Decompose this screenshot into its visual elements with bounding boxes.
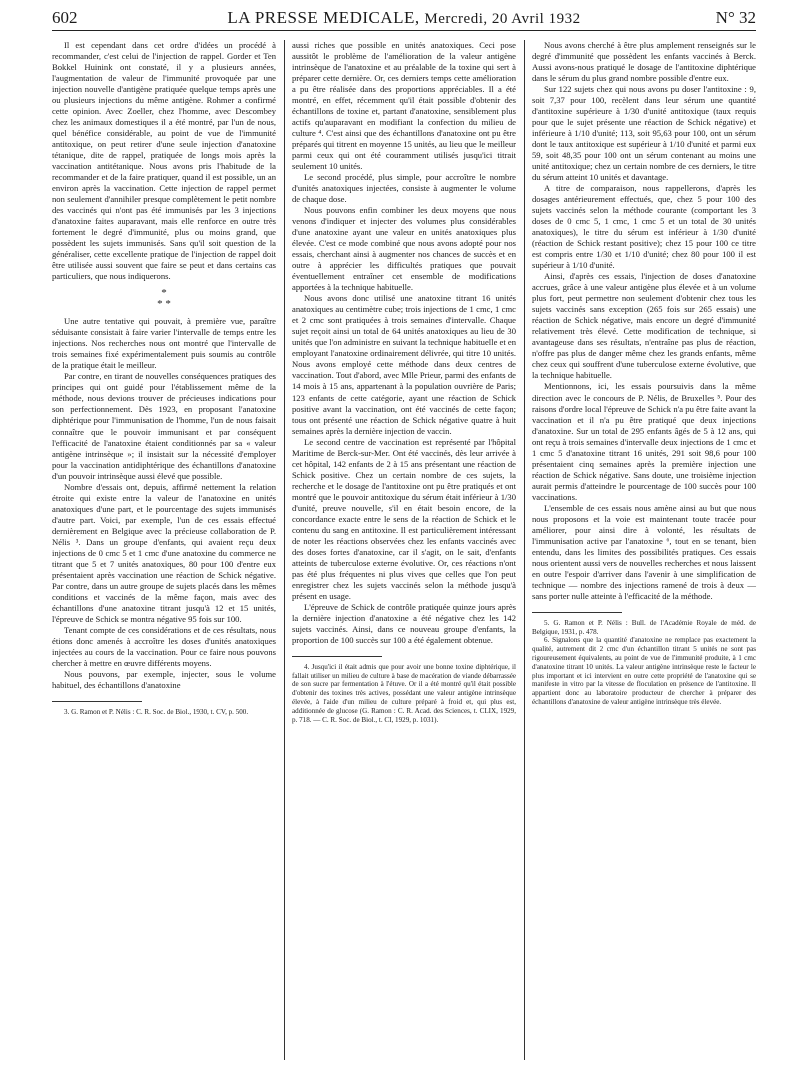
paragraph: aussi riches que possible en unités anatoxiques. Ceci pose aussitôt le problème de l'amélioration de la valeur antigène intrinsèque de l'anatoxine et au préalable de la toxine qui sert à préparer cette dernière. Or, ces derniers temps cette amélioration a pu être réalisée dans des proportions appréciables. Il a été montré, en effet, récemment qu'il était possible d'obtenir des échantillons de toxine et, partant d'anatoxine, sensiblement plus actifs qu'auparavant en modifiant la confection du milieu de culture ⁴. C'est ainsi que des échantillons d'anatoxine ont pu être préparés qui titrent en moyenne 15 unités, au lieu que le meilleur parmi ceux qui ont été couramment utilisés jusqu'ici titrait seulement 10 unités. bbox=[292, 40, 516, 172]
page-number: 602 bbox=[52, 8, 78, 27]
paragraph: Sur 122 sujets chez qui nous avons pu doser l'antitoxine : 9, soit 7,37 pour 100, recèlent dans leur sérum une quantité d'antitoxine supérieure à 1/30 d'unité antitoxique (taux requis pour que le sujet présente une réaction de Schick négative) et inférieure à 1/10 d'unité; 113, soit 95,63 pour 100, ont un sérum dont le taux antitoxique est supérieur à 1/10 d'unité et parmi eux 59, soit 48,35 pour 100 ont un sérum contenant au moins une unité antitoxique; chez un certain nombre de ces derniers, le titre du sérum atteint 10 unités et davantage. bbox=[532, 84, 756, 183]
paragraph: Tenant compte de ces considérations et de ces résultats, nous étions donc amenés à accroître les doses d'unités anatoxiques injectées au cours de la vaccination. Pour ce faire nous pouvons chercher à mettre en œuvre différents moyens. bbox=[52, 624, 276, 668]
paragraph: Il est cependant dans cet ordre d'idées un procédé à recommander, c'est celui de l'injection de rappel. Gorder et Ten Bokkel Huinink ont constaté, il y a plusieurs années, l'augmentation de valeur de l'immunité provoquée par une injection nouvelle d'antigène pratiquée quelque temps après une ou plusieurs injections du même antigène. Rohmer a confirmé cette opinion. Avec Zoeller, chez l'homme, avec Descombey chez les animaux domestiques il a été montré, par l'un de nous, quel bénéfice considérable, au point de vue de l'immunité antitoxique, on peut retirer d'une seule injection d'anatoxine tétanique, dite de rappel, pratiquée de longs mois après la vaccination antitétanique. Nous avons pris l'habitude de la recommander et de la faire pratiquer, quand il est possible, un an environ après la vaccination. Cette injection de rappel permet non seulement d'annihiler presque complètement le petit nombre des vaccinés qui n'ont pas été immunisés par les 3 injections d'anatoxine faites auparavant, mais elle renforce en outre très fortement le degré d'immunité, plus ou moins grand, que possèdent les sujets immunisés. Sans qu'il soit question de la généraliser, cette excellente pratique de l'injection de rappel doit être utilisée aussi souvent que faire se peut et dans certains cas particuliers, que nous indiquerons. bbox=[52, 40, 276, 282]
column-1 bbox=[52, 40, 276, 717]
paragraph: Ainsi, d'après ces essais, l'injection de doses d'anatoxine accrues, grâce à une valeur antigène plus élevée et à un volume plus fort, peut permettre non seulement d'obtenir chez tous les sujets vaccinés sans exception (265 fois sur 265 essais) une réaction de Schick négative, mais encore un degré d'immunité relativement très élevé. Cette modification de technique, si avantageuse dans ses résultats, n'entraîne pas plus de réaction, n'offre pas plus de danger même chez les grands enfants, même chez ceux qui souffrent d'une tuberculose externe évolutive, que la technique habituelle. bbox=[532, 271, 756, 381]
paragraph: L'ensemble de ces essais nous amène ainsi au but que nous nous proposons et la voie est maintenant toute tracée pour améliorer, pour ainsi dire à volonté, les résultats de l'immunisation active par l'anatoxine ⁶, tout en se tenant, bien entendu, dans les limites des possibilités pratiques. Ces essais nous orientent aussi vers de nouvelles recherches et nous laissent en outre l'espoir d'arriver dans l'avenir à une simplification de technique — nombre des injections ramené de trois à deux — sans porter nulle atteinte à l'efficacité de la méthode. bbox=[532, 502, 756, 601]
paragraph: Nombre d'essais ont, depuis, affirmé nettement la relation étroite qui existe entre la valeur de l'anatoxine en unités anatoxiques d'une part, et le pourcentage des sujets immunisés d'autre part. Voici, par exemple, l'un de ces essais effectué dernièrement en Belgique avec la précieuse collaboration de P. Nélis ³. Dans un groupe d'enfants, qui avaient reçu deux injections de 0 cmc 5 et 1 cmc d'une anatoxine du commerce ne titrant que 5 et 7 unités anatoxiques, 80 pour 100 d'entre eux présentaient après vaccination une réaction de Schick négative. Par contre, dans un autre groupe de sujets placés dans les mêmes conditions et vaccinés de la même façon, mais avec des échantillons d'une anatoxine titrant jusqu'à 12 et 15 unités, l'épreuve de Schick se montra négative 95 fois sur 100. bbox=[52, 481, 276, 624]
column-divider bbox=[524, 40, 525, 1060]
paragraph: Nous avons cherché à être plus amplement renseignés sur le degré d'immunité que possèdent les enfants vaccinés à Berck. Aussi avons-nous pratiqué le dosage de l'antitoxine diphtérique dans le sérum du plus grand nombre possible d'entre eux. bbox=[532, 40, 756, 84]
paragraph: Par contre, en tirant de nouvelles conséquences pratiques des principes qui ont guidé pour l'établissement même de la méthode, nous devions trouver de précieuses indications pour son perfectionnement. Dès 1923, en proposant l'anatoxine diphtérique pour l'immunisation de l'homme, l'un de nous faisait connaître que le pouvoir immunisant et par conséquent l'efficacité de l'anatoxine étaient conditionnés par sa « valeur antigène intrinsèque »; il insistait sur la nécessité d'employer pour la vaccination antidiphtérique des échantillons d'anatoxine d'un pouvoir intrinsèque aussi élevé que possible. bbox=[52, 371, 276, 481]
paragraph: Nous pouvons enfin combiner les deux moyens que nous venons d'indiquer et injecter des volumes plus considérables d'une anatoxine ayant une valeur en unités anatoxiques plus élevée. C'est ce mode combiné que nous avons adopté pour nos essais, cherchant ainsi à augmenter nos chances de succès et en outre à apprécier les difficultés pratiques que pouvait éventuellement entraîner cet ensemble de modifications apportées à la technique habituelle. bbox=[292, 205, 516, 293]
footnote: 6. Signalons que la quantité d'anatoxine ne remplace pas exactement la qualité, autrement dit 2 cmc d'un échantillon titrant 5 unités ne sont pas rigoureusement équivalents, au point de vue de l'immunité produite, à 1 cmc d'anatoxine titrant 10 unités. La valeur antigène intrinsèque reste le facteur le plus important et ici intervient en outre cette propriété de l'anatoxine qui se manifeste in vitro par la vitesse de floculation en présence de l'antitoxine. Il appartient donc au laboratoire producteur de chercher à préparer des échantillons d'anatoxine de valeur antigène intrinsèque très élevée. bbox=[532, 636, 756, 706]
header-rule bbox=[52, 30, 756, 31]
column-2 bbox=[292, 40, 516, 724]
issue-date: Mercredi, 20 Avril 1932 bbox=[424, 11, 581, 27]
paragraph: Nous avons donc utilisé une anatoxine titrant 16 unités anatoxiques au centimètre cube; trois injections de 1 cmc, 1 cmc et 2 cmc sont pratiquées à trois semaines d'intervalle. Chaque sujet reçoit ainsi un total de 64 unités anatoxiques au lieu de 30 unités que l'on administre en suivant la technique habituelle et en employant l'anatoxine ordinairement délivrée, qui titre 10 unités. Nous avons employé cette méthode dans deux centres de vaccination. Tout d'abord, avec Mlle Prieur, parmi des enfants de 14 mois à 15 ans, appartenant à la population ouvrière de Paris; 123 enfants de cette catégorie, ayant une réaction de Schick positive avant la vaccination, ont été vaccinés de cette façon; tous ont présenté une réaction de Schick négative quatre à huit semaines après la dernière injection de vaccin. bbox=[292, 293, 516, 436]
page-header bbox=[52, 6, 756, 32]
paragraph: Une autre tentative qui pouvait, à première vue, paraître séduisante consistait à faire varier l'intervalle de temps entre les injections. Nos recherches nous ont montré que l'intervalle de trois semaines fixé expérimentalement puis soumis au contrôle de la pratique était le meilleur. bbox=[52, 316, 276, 371]
paragraph: Nous pouvons, par exemple, injecter, sous le volume habituel, des échantillons d'anatoxine bbox=[52, 668, 276, 690]
footnote-rule bbox=[532, 612, 622, 613]
paragraph: A titre de comparaison, nous rappellerons, d'après les dosages antérieurement effectués, que, chez 5 pour 100 des sujets vaccinés selon la méthode courante (comportant les 3 doses de 0 cmc 5, 1 cmc, 1 cmc 5 et un total de 30 unités anatoxiques), le titre du sérum est inférieur à 1/30 d'unité (réaction de Schick restant positive); chez 15 pour 100 ce titre est compris entre 1/30 et 1/10 d'unité; chez 80 pour 100 il est supérieur à 1/10 d'unité. bbox=[532, 183, 756, 271]
paragraph: Le second procédé, plus simple, pour accroître le nombre d'unités anatoxiques injectées, consiste à augmenter le volume de chaque dose. bbox=[292, 172, 516, 205]
paragraph: Le second centre de vaccination est représenté par l'hôpital Maritime de Berck-sur-Mer. Ont été vaccinés, dès leur arrivée à cet hôpital, 142 enfants de 2 à 15 ans présentant une réaction de Schick positive. Chez un certain nombre de ces sujets, la recherche et le dosage de l'antitoxine ont pu être pratiqués et ont montré que le pouvoir antitoxique du sérum était inférieur à 1/30 d'unité, preuve nouvelle, s'il en était besoin encore, de la concordance exacte entre le sens de la réaction de Schick et le contenu du sang en antitoxine. Il est particulièrement intéressant de noter les réactions observées chez les enfants vaccinés avec des doses fortes d'anatoxine, car il s'agit, on le sait, d'enfants atteints de tuberculose externe évolutive. Or, ces réactions n'ont pas été plus fréquentes ni plus vives que celles que l'on peut enregistrer chez les sujets vaccinés selon la méthode jusqu'à présent en usage. bbox=[292, 436, 516, 601]
section-separator: * * * bbox=[157, 287, 171, 311]
footnote: 4. Jusqu'ici il était admis que pour avoir une bonne toxine diphtérique, il fallait utiliser un milieu de culture à base de macération de viande débarrassée de son sucre par fermentation à l'étuve. Or il a été montré qu'il était possible d'obtenir des toxines très actives, possédant une valeur antigène intrinsèque élevée, à l'aide d'un milieu de culture préparé à froid et, qui plus est, additionnée de glucose (G. Ramon : C. R. Acad. des Sciences, t. CLIX, 1929, p. 718. — C. R. Soc. de Biol., t. CI, 1929, p. 1031). bbox=[292, 662, 516, 724]
footnote: 3. G. Ramon et P. Nélis : C. R. Soc. de Biol., 1930, t. CV, p. 500. bbox=[64, 707, 249, 716]
running-title bbox=[52, 8, 756, 28]
issue-number: N° 32 bbox=[715, 8, 756, 27]
journal-name: LA PRESSE MEDICALE, bbox=[227, 8, 420, 27]
footnote-rule bbox=[292, 656, 382, 657]
column-3 bbox=[532, 40, 756, 707]
paragraph: L'épreuve de Schick de contrôle pratiquée quinze jours après la dernière injection d'anatoxine a été négative chez les 142 sujets vaccinés. Ainsi, dans ce nouveau groupe d'enfants, la proportion de 100 succès sur 100 a été également obtenue. bbox=[292, 601, 516, 645]
footnote: 5. G. Ramon et P. Nélis : Bull. de l'Académie Royale de méd. de Belgique, 1931, p. 478. bbox=[532, 618, 756, 636]
column-divider bbox=[284, 40, 285, 1060]
footnote-rule bbox=[52, 701, 142, 702]
paragraph: Mentionnons, ici, les essais poursuivis dans la même direction avec le concours de P. Nélis, de Bruxelles ⁵. Pour des raisons d'ordre local l'épreuve de Schick n'a pu être faite avant la vaccination et il n'a pu être pratiqué que deux injections d'anatoxine. Sur un total de 295 enfants âgés de 5 à 12 ans, qui ont reçu à trois semaines d'intervalle deux injections de 1 cmc et 1 cmc 5 d'anatoxine titrant 16 unités, 291 soit 98,6 pour 100 présentaient cinq semaines après la première injection une réaction de Schick négative. Sans doute, une troisième injection aurait permis d'atteindre le pourcentage de 100 succès pour 100 vaccinations. bbox=[532, 381, 756, 502]
